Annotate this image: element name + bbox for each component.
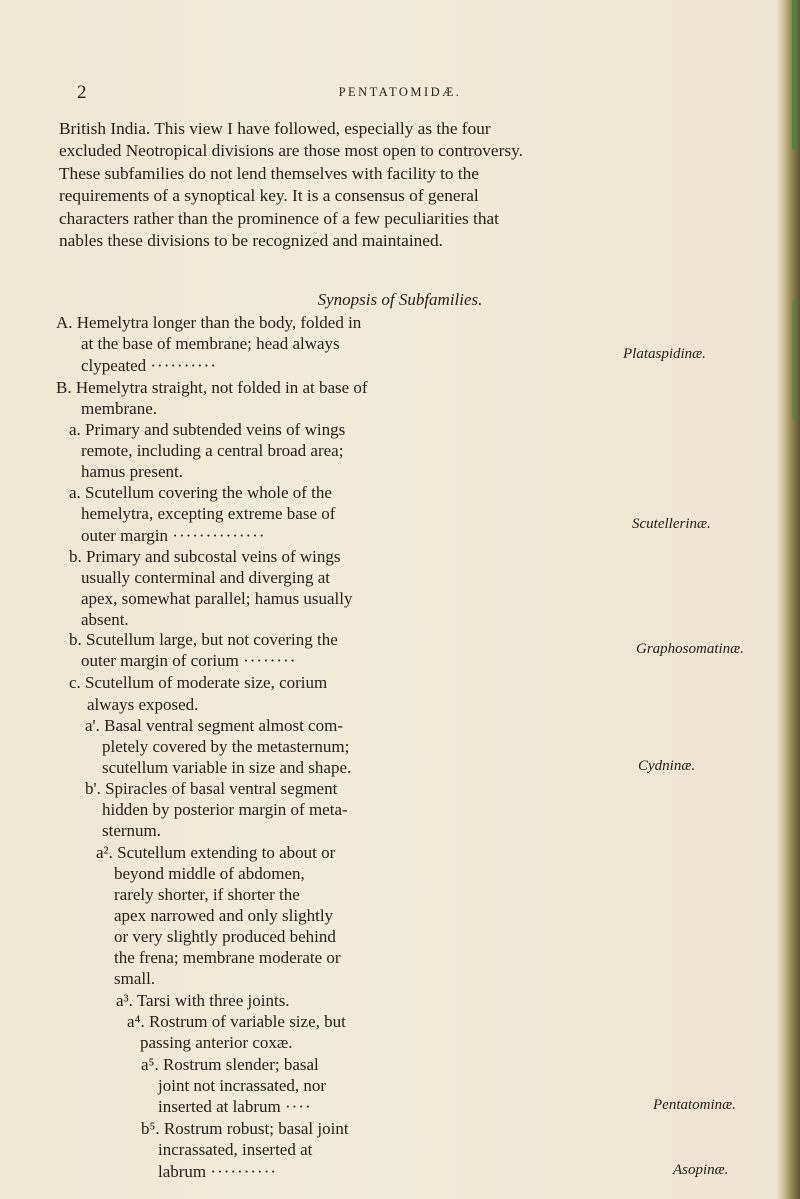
key-line: [158, 1097, 312, 1117]
key-line: remote, including a central broad area;: [81, 441, 344, 460]
key-line-text: outer margin: [81, 526, 169, 545]
key-line: B. Hemelytra straight, not folded in at base of: [56, 378, 368, 397]
leader-dots: ··············: [172, 526, 266, 545]
key-line: hidden by posterior margin of meta-: [102, 800, 348, 819]
key-line: always exposed.: [87, 695, 199, 714]
intro-line: These subfamilies do not lend themselves with facility to the: [59, 163, 479, 183]
intro-line: British India. This view I have followed, especially as the four: [59, 119, 491, 138]
key-line: c. Scutellum of moderate size, corium: [69, 673, 328, 692]
key-line: beyond middle of abdomen,: [114, 864, 305, 883]
key-line: apex narrowed and only slightly: [114, 906, 334, 925]
key-line: absent.: [81, 610, 129, 629]
key-line: incrassated, inserted at: [158, 1140, 313, 1159]
key-line-text: labrum: [158, 1162, 207, 1181]
intro-line: characters rather than the prominence of a few peculiarities that: [59, 208, 499, 228]
leader-dots: ··········: [210, 1162, 278, 1181]
key-line: hamus present.: [81, 462, 183, 481]
running-head: PENTATOMIDÆ.: [338, 85, 462, 99]
leader-dots: ····: [285, 1097, 312, 1116]
subfamily-name: Graphosomatinæ.: [636, 641, 744, 657]
key-line: a³. Tarsi with three joints.: [116, 991, 290, 1010]
intro-line: excluded Neotropical divisions are those most open to controversy.: [59, 141, 523, 161]
key-line: pletely covered by the metasternum;: [102, 737, 350, 756]
key-line: [158, 1162, 277, 1182]
key-line: at the base of membrane; head always: [81, 334, 340, 353]
key-line-text: inserted at labrum: [158, 1097, 281, 1116]
key-line: usually conterminal and diverging at: [81, 568, 330, 587]
key-line: a². Scutellum extending to about or: [96, 843, 336, 862]
intro-line: requirements of a synoptical key. It is a consensus of general: [59, 186, 479, 206]
intro-paragraph: [59, 118, 747, 252]
key-line: a⁴. Rostrum of variable size, but: [127, 1012, 346, 1031]
subfamily-name: Plataspidinæ.: [623, 346, 706, 362]
intro-line: nables these divisions to be recognized and maintained.: [59, 231, 443, 251]
key-line: b. Primary and subcostal veins of wings: [69, 547, 341, 566]
key-line: small.: [114, 969, 156, 988]
subfamily-name: Scutellerinæ.: [632, 516, 711, 532]
book-spine-edge: [778, 0, 800, 1199]
key-line-text: outer margin of corium: [81, 651, 239, 670]
subfamily-name: Asopinæ.: [673, 1162, 729, 1178]
subfamily-name: Pentatominæ.: [653, 1097, 736, 1113]
leader-dots: ··········: [150, 356, 218, 375]
key-line: a'. Basal ventral segment almost com-: [85, 716, 343, 735]
key-line: hemelytra, excepting extreme base of: [81, 504, 336, 523]
key-line: rarely shorter, if shorter the: [114, 885, 300, 904]
spine-color-streak: [792, 300, 796, 420]
key-line: [81, 526, 266, 546]
key-line: [81, 356, 217, 376]
key-line: passing anterior coxæ.: [140, 1033, 293, 1052]
key-line: b'. Spiracles of basal ventral segment: [85, 779, 338, 798]
key-line: membrane.: [81, 399, 157, 418]
key-line-text: clypeated: [81, 356, 147, 375]
key-line: a. Scutellum covering the whole of the: [69, 483, 332, 502]
leader-dots: ········: [243, 651, 297, 670]
key-line: or very slightly produced behind: [114, 927, 336, 946]
spine-color-streak: [792, 0, 796, 150]
synopsis-title: Synopsis of Subfamilies.: [317, 290, 483, 309]
key-line: a⁵. Rostrum slender; basal: [141, 1055, 319, 1074]
key-line: b. Scutellum large, but not covering the: [69, 630, 338, 649]
key-line: b⁵. Rostrum robust; basal joint: [141, 1119, 349, 1138]
key-line: scutellum variable in size and shape.: [102, 758, 352, 777]
key-line: [81, 651, 296, 671]
key-line: joint not incrassated, nor: [158, 1076, 327, 1095]
page-number: 2: [77, 82, 87, 103]
key-line: the frena; membrane moderate or: [114, 948, 341, 967]
key-line: apex, somewhat parallel; hamus usually: [81, 589, 353, 608]
key-line: a. Primary and subtended veins of wings: [69, 420, 346, 439]
key-line: sternum.: [102, 821, 162, 840]
key-line: A. Hemelytra longer than the body, folded in: [56, 313, 362, 332]
subfamily-name: Cydninæ.: [638, 758, 696, 774]
